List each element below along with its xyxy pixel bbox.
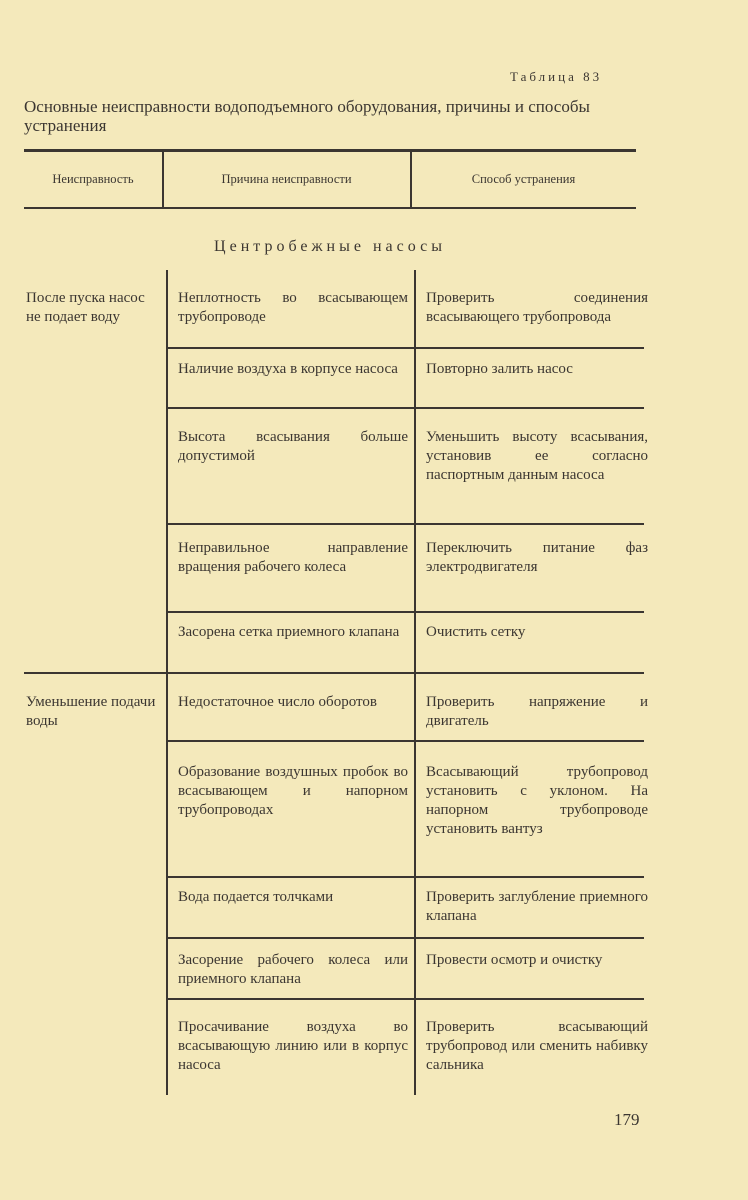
remedy-cell: Всасывающий трубопровод установить с уклоном. На напорном трубопроводе установить вантуз [426,764,648,837]
fault-cell: После пуска насос не подает воду [26,290,145,325]
cause-cell: Образование воздушных пробок во всасывающем и напорном трубопроводах [178,764,408,818]
cause-cell: Просачивание воздуха во всасывающую линию или в корпус насоса [178,1019,408,1073]
remedy-cell: Уменьшить высоту всасывания, установив ее согласно паспортным данным насоса [426,429,648,483]
cause-cell: Недостаточное число оборотов [178,694,377,710]
cause-cell: Высота всасывания больше допустимой [178,429,408,464]
remedy-cell: Проверить заглубление приемного клапана [426,889,648,924]
cause-cell: Наличие воздуха в корпусе насоса [178,361,398,377]
header-remedy: Способ устранения [471,172,576,186]
header-cause: Причина неисправности [221,172,352,186]
group-divider [24,672,644,674]
column-divider [166,674,168,1095]
remedy-cell: Проверить всасывающий трубопровод или сменить набивку сальника [426,1019,648,1073]
remedy-cell: Повторно залить насос [426,361,573,377]
table-top-rule [24,149,636,152]
cause-cell: Вода подается толчками [178,889,334,905]
row-divider [168,998,644,1000]
fault-cell: Уменьшение подачи воды [26,694,156,729]
row-divider [168,407,644,409]
row-divider [168,740,644,742]
header-bottom-rule [24,207,636,209]
remedy-cell: Проверить напряжение и двигатель [426,694,648,729]
remedy-cell: Проверить соединения всасывающего трубопровода [426,290,648,325]
table-number: Таблица 83 [510,69,603,84]
column-divider [414,674,416,1095]
cause-cell: Неплотность во всасывающем трубопроводе [178,290,408,325]
table-title: Основные неисправности водоподъемного оборудования, причины и способы устранения [24,97,590,135]
header-fault: Неисправность [52,172,134,186]
remedy-cell: Переключить питание фаз электродвигателя [426,540,648,575]
page-number: 179 [614,1110,640,1129]
row-divider [168,523,644,525]
cause-cell: Засорена сетка приемного клапана [178,624,400,640]
cause-cell: Неправильное направление вращения рабочего колеса [178,540,408,575]
remedy-cell: Провести осмотр и очистку [426,952,603,968]
cause-cell: Засорение рабочего колеса или приемного клапана [178,952,408,987]
row-divider [168,347,644,349]
row-divider [168,937,644,939]
remedy-cell: Очистить сетку [426,624,526,640]
row-divider [168,611,644,613]
section-heading: Центробежные насосы [214,238,446,255]
row-divider [168,876,644,878]
